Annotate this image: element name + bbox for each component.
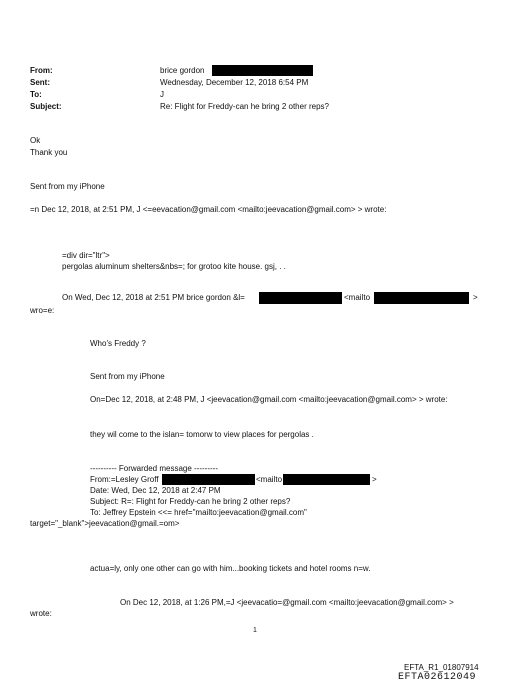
forwarded-divider: ---------- Forwarded message --------- xyxy=(90,464,218,473)
sent-label: Sent: xyxy=(30,78,50,87)
body-line: <mailto xyxy=(256,475,283,484)
quoted-header-line: On Wed, Dec 12, 2018 at 2:51 PM brice gordon &l= xyxy=(62,293,245,302)
to-value: J xyxy=(160,90,164,99)
body-line: wro=e: xyxy=(30,306,55,315)
subject-value: Re: Flight for Freddy-can he bring 2 other reps? xyxy=(160,102,329,111)
body-line: Ok xyxy=(30,136,41,145)
redaction-box xyxy=(162,474,255,485)
body-line: they wil come to the islan= tomorw to view places for pergolas . xyxy=(90,430,314,439)
quoted-header-line: =n Dec 12, 2018, at 2:51 PM, J <=eevacation@gmail.com <mailto:jeevacation@gmail.com> > wrote: xyxy=(30,205,387,214)
forwarded-subject: Subject: R=: Flight for Freddy-can he bring 2 other reps? xyxy=(90,497,291,506)
body-line: =div dir="ltr"> xyxy=(62,251,110,260)
page-number: 1 xyxy=(253,627,257,634)
sent-value: Wednesday, December 12, 2018 6:54 PM xyxy=(160,78,309,87)
from-label: From: xyxy=(30,66,53,75)
body-line: target="_blank">jeevacation@gmail.=om> xyxy=(30,519,180,528)
forwarded-date: Date: Wed, Dec 12, 2018 at 2:47 PM xyxy=(90,486,221,495)
body-line: Sent from my iPhone xyxy=(90,372,165,381)
quoted-header-line: On=Dec 12, 2018, at 2:48 PM, J <jeevacation@gmail.com <mailto:jeevacation@gmail.com> > wrote: xyxy=(90,395,448,404)
redaction-box xyxy=(259,292,342,304)
to-label: To: xyxy=(30,90,42,99)
body-line: <mailto xyxy=(344,293,371,302)
redaction-box xyxy=(374,292,469,304)
body-line: pergolas aluminum shelters&nbs=; for grotoo kite house. gsj, . . xyxy=(62,262,286,271)
document-id-primary: EFTA_R1_01807914 xyxy=(404,663,479,672)
from-value: brice gordon xyxy=(160,66,205,75)
subject-label: Subject: xyxy=(30,102,62,111)
body-line: Who's Freddy ? xyxy=(90,339,146,348)
body-line: Sent from my iPhone xyxy=(30,182,105,191)
forwarded-to: To: Jeffrey Epstein <<= href="mailto:jeevacation@gmail.com" xyxy=(90,508,307,517)
quoted-header-line: On Dec 12, 2018, at 1:26 PM,=J <jeevacatio=@gmail.com <mailto:jeevacation@gmail.com> > xyxy=(120,598,454,607)
body-line: > xyxy=(372,475,377,484)
document-id-secondary: EFTA02612049 xyxy=(398,672,477,683)
body-line: Thank you xyxy=(30,148,68,157)
body-line: > xyxy=(473,293,478,302)
body-line: actua=ly, only one other can go with him...booking tickets and hotel rooms n=w. xyxy=(90,564,371,573)
redaction-box xyxy=(212,65,313,76)
forwarded-from: From:=Lesley Groff xyxy=(90,475,159,484)
redaction-box xyxy=(283,474,370,485)
body-line: wrote: xyxy=(30,609,52,618)
